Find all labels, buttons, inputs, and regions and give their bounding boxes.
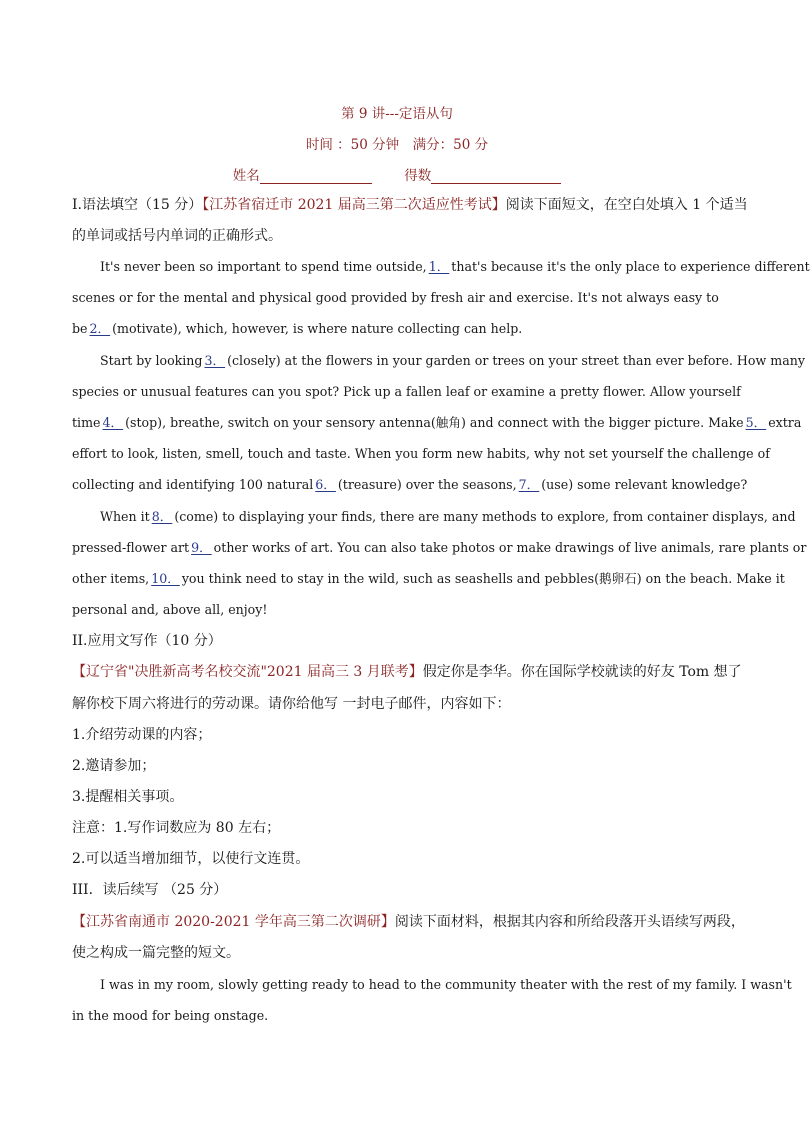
blank-4[interactable]: 4． [102, 415, 124, 430]
blank-2[interactable]: 2． [89, 321, 111, 336]
passage-line: other items, 10． you think need to stay in the wild, such as seashells and pebbles(鹅卵石) on the beach. Make it [72, 571, 785, 586]
score-label: 得数 [404, 168, 432, 184]
section1-source: 【江苏省宿迁市 2021 届高三第二次适应性考试】 [202, 197, 506, 213]
blank-9[interactable]: 9． [191, 540, 212, 555]
blank-6[interactable]: 6． [315, 477, 336, 492]
score-blank[interactable] [431, 168, 561, 184]
task-point: 2.邀请参加； [72, 758, 156, 774]
blank-7[interactable]: 7． [518, 477, 540, 492]
blank-10[interactable]: 10． [151, 571, 180, 586]
name-label: 姓名 [232, 168, 260, 184]
name-score-line [0, 164, 794, 184]
section1-instruction-line2: 的单词或括号内单词的正确形式。 [72, 228, 282, 244]
passage-line: species or unusual features can you spot? Pick up a fallen leaf or examine a pretty flower. Allow yourself [72, 384, 741, 399]
task-point: 1.介绍劳动课的内容； [72, 727, 212, 743]
passage-line: time 4． (stop), breathe, switch on your sensory antenna(触角) and connect with the bigger picture. Make 5． extra [72, 415, 802, 430]
section1-instruction: 阅读下面短文，在空白处填入 1 个适当 [505, 197, 748, 213]
blank-8[interactable]: 8． [151, 509, 173, 524]
section2-prompt-line2: 解你校下周六将进行的劳动课。请你给他写 一封电子邮件，内容如下： [72, 696, 511, 712]
passage-line: When it 8． (come) to displaying your finds, there are many methods to explore, from container displays, and [100, 509, 796, 524]
blank-1[interactable]: 1． [428, 259, 450, 274]
passage-line: It's never been so important to spend time outside, 1． that's because it's the only place to experience different [100, 259, 810, 274]
story-line: I was in my room, slowly getting ready to head to the community theater with the rest of my family. I wasn't [100, 977, 792, 992]
time-info: 时间 ：50 分钟 满分：50 分 [305, 137, 489, 153]
passage-line: Start by looking 3． (closely) at the flowers in your garden or trees on your street than ever before. How many [100, 353, 805, 368]
section2-prompt-line1 [72, 663, 742, 681]
passage-line: effort to look, listen, smell, touch and taste. When you form new habits, why not set yourself the challenge of [72, 446, 770, 461]
section3-instruction-line2: 使之构成一篇完整的短文。 [72, 945, 240, 961]
section1-heading: I.语法填空（15 分） [72, 197, 203, 213]
passage-line: be 2． (motivate), which, however, is where nature collecting can help. [72, 321, 523, 336]
passage-line: scenes or for the mental and physical good provided by fresh air and exercise. It's not always easy to [72, 290, 719, 305]
passage-line: collecting and identifying 100 natural 6． (treasure) over the seasons, 7． (use) some relevant knowledge? [72, 477, 748, 492]
section1-heading-line [72, 196, 748, 214]
note-line: 2.可以适当增加细节，以使行文连贯。 [72, 851, 310, 867]
section2-source: 【辽宁省"决胜新高考名校交流"2021 届高三 3 月联考】 [72, 664, 423, 680]
blank-5[interactable]: 5． [745, 415, 767, 430]
section3-instruction-line1 [72, 913, 745, 931]
section3-heading: III．读后续写 （25 分） [72, 882, 228, 898]
section3-source: 【江苏省南通市 2020-2021 学年高三第二次调研】 [72, 914, 395, 930]
passage-line: pressed-flower art 9． other works of art. You can also take photos or make drawings of live animals, rare plants or [72, 540, 807, 555]
blank-3[interactable]: 3． [204, 353, 226, 368]
section2-prompt: 假定你是李华。你在国际学校就读的好友 Tom 想了 [422, 664, 742, 680]
story-line: in the mood for being onstage. [72, 1008, 269, 1023]
section2-heading: II.应用文写作（10 分） [72, 633, 222, 649]
page-title: 第 9 讲---定语从句 [341, 106, 453, 122]
name-blank[interactable] [260, 168, 372, 184]
passage-line: personal and, above all, enjoy! [72, 602, 268, 617]
task-point: 3.提醒相关事项。 [72, 789, 184, 805]
note-line: 注意：1.写作词数应为 80 左右； [72, 820, 281, 836]
section3-instruction: 阅读下面材料，根据其内容和所给段落开头语续写两段， [394, 914, 745, 930]
